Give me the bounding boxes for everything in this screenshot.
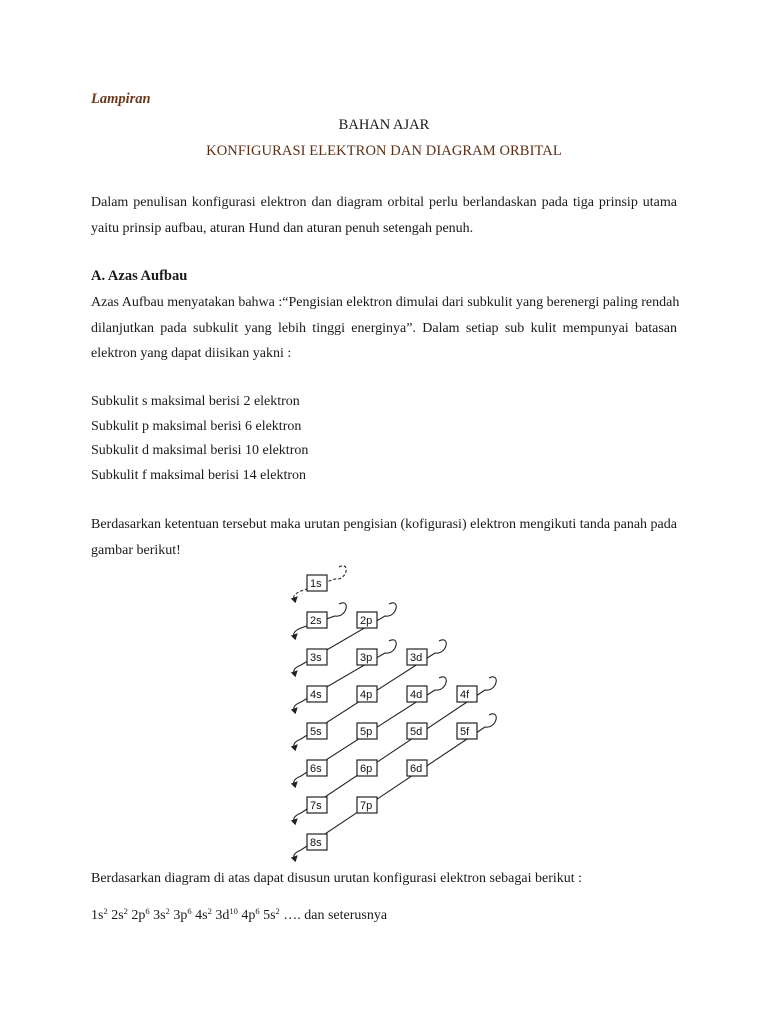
orbital-box-5d	[407, 723, 427, 739]
orbital-label: 5f	[460, 726, 470, 738]
intro-paragraph	[91, 190, 677, 241]
aufbau-line: dilanjutkan pada subkulit yang lebih tinggi energinya”. Dalam setiap sub kulit mempunyai batasan	[91, 320, 677, 336]
orbital-box-7p	[357, 797, 377, 813]
orbital-label: 4s	[310, 689, 322, 701]
list-item: Subkulit p maksimal berisi 6 elektron	[91, 418, 302, 434]
formula-term: $2p^6$	[131, 906, 150, 923]
orbital-box-8s	[307, 834, 327, 850]
orbital-box-5p	[357, 723, 377, 739]
formula-exponent: 6	[255, 906, 260, 916]
intro-line: yaitu prinsip aufbau, aturan Hund dan aturan penuh setengah penuh.	[91, 220, 474, 236]
formula-exponent: 6	[187, 906, 192, 916]
orbital-box-4p	[357, 686, 377, 702]
orbital-box-3s	[307, 649, 327, 665]
orbital-label: 3d	[410, 652, 423, 664]
lampiran-label: Lampiran	[91, 91, 151, 107]
orbital-box-4d	[407, 686, 427, 702]
instruction-line: Berdasarkan ketentuan tersebut maka urutan pengisian (kofigurasi) elektron mengikuti tanda panah pada	[91, 517, 677, 532]
orbital-label: 6d	[410, 763, 423, 775]
electron-configuration-formula	[91, 908, 387, 924]
formula-exponent: 2	[207, 906, 212, 916]
aufbau-paragraph	[91, 290, 680, 367]
formula-term: $5s^2$	[263, 906, 280, 923]
orbital-box-3p	[357, 649, 377, 665]
orbital-label: 4d	[410, 689, 423, 701]
aufbau-line: elektron yang dapat diisikan yakni :	[91, 346, 292, 361]
orbital-label: 1s	[310, 578, 322, 590]
aufbau-diagram	[285, 565, 515, 865]
section-heading-aufbau: A. Azas Aufbau	[91, 268, 188, 284]
arrow-instruction-paragraph	[91, 512, 677, 563]
orbital-label: 8s	[310, 837, 322, 849]
list-item: Subkulit f maksimal berisi 14 elektron	[91, 468, 307, 484]
formula-exponent: 10	[229, 906, 238, 916]
formula-exponent: 6	[145, 906, 150, 916]
orbital-box-2s	[307, 612, 327, 628]
orbital-label: 2s	[310, 615, 322, 627]
formula-term: $3p^6$	[173, 906, 192, 923]
orbital-label: 7s	[310, 800, 322, 812]
formula-term: $1s^2$	[91, 906, 108, 923]
orbital-label: 5d	[410, 726, 423, 738]
diagram-conclusion-paragraph	[91, 866, 677, 892]
orbital-label: 2p	[360, 615, 373, 627]
orbital-box-6s	[307, 760, 327, 776]
orbital-box-5f	[457, 723, 477, 739]
formula-exponent: 2	[275, 906, 280, 916]
orbital-label: 5s	[310, 726, 322, 738]
orbital-box-7s	[307, 797, 327, 813]
orbital-label: 3p	[360, 652, 373, 664]
subshell-capacity-list	[91, 390, 308, 489]
orbital-box-4s	[307, 686, 327, 702]
instruction-line: gambar berikut!	[91, 542, 181, 558]
orbital-box-3d	[407, 649, 427, 665]
orbital-label: 6p	[360, 763, 373, 775]
formula-term: $4p^6$	[241, 906, 260, 923]
formula-exponent: 2	[123, 906, 128, 916]
formula-term: $3s^2$	[153, 906, 170, 923]
orbital-label: 4f	[460, 689, 470, 701]
orbital-label: 6s	[310, 763, 322, 775]
page-title: BAHAN AJAR	[338, 117, 430, 133]
orbital-box-4f	[457, 686, 477, 702]
formula-exponent: 2	[103, 906, 108, 916]
formula-term: $3d^{10}$	[215, 906, 238, 923]
orbital-box-2p	[357, 612, 377, 628]
formula-suffix: …. dan seterusnya	[279, 908, 388, 923]
orbital-box-1s	[307, 575, 327, 591]
orbital-label: 5p	[360, 726, 373, 738]
orbital-label: 3s	[310, 652, 322, 664]
orbital-label: 4p	[360, 689, 373, 701]
formula-term: $4s^2$	[195, 906, 212, 923]
intro-line: Dalam penulisan konfigurasi elektron dan diagram orbital perlu berlandaskan pada tiga prinsip utama	[91, 195, 677, 210]
formula-term: $2s^2$	[111, 906, 128, 923]
aufbau-line: Azas Aufbau menyatakan bahwa :“Pengisian elektron dimulai dari subkulit yang berenergi paling rendah	[91, 295, 680, 310]
formula-exponent: 2	[165, 906, 170, 916]
orbital-box-6p	[357, 760, 377, 776]
page-subtitle: KONFIGURASI ELEKTRON DAN DIAGRAM ORBITAL	[206, 143, 562, 159]
conclusion-line: Berdasarkan diagram di atas dapat disusun urutan konfigurasi elektron sebagai berikut :	[91, 871, 583, 886]
orbital-label: 7p	[360, 800, 373, 812]
list-item: Subkulit d maksimal berisi 10 elektron	[91, 443, 309, 459]
orbital-box-5s	[307, 723, 327, 739]
list-item: Subkulit s maksimal berisi 2 elektron	[91, 394, 300, 409]
orbital-box-6d	[407, 760, 427, 776]
